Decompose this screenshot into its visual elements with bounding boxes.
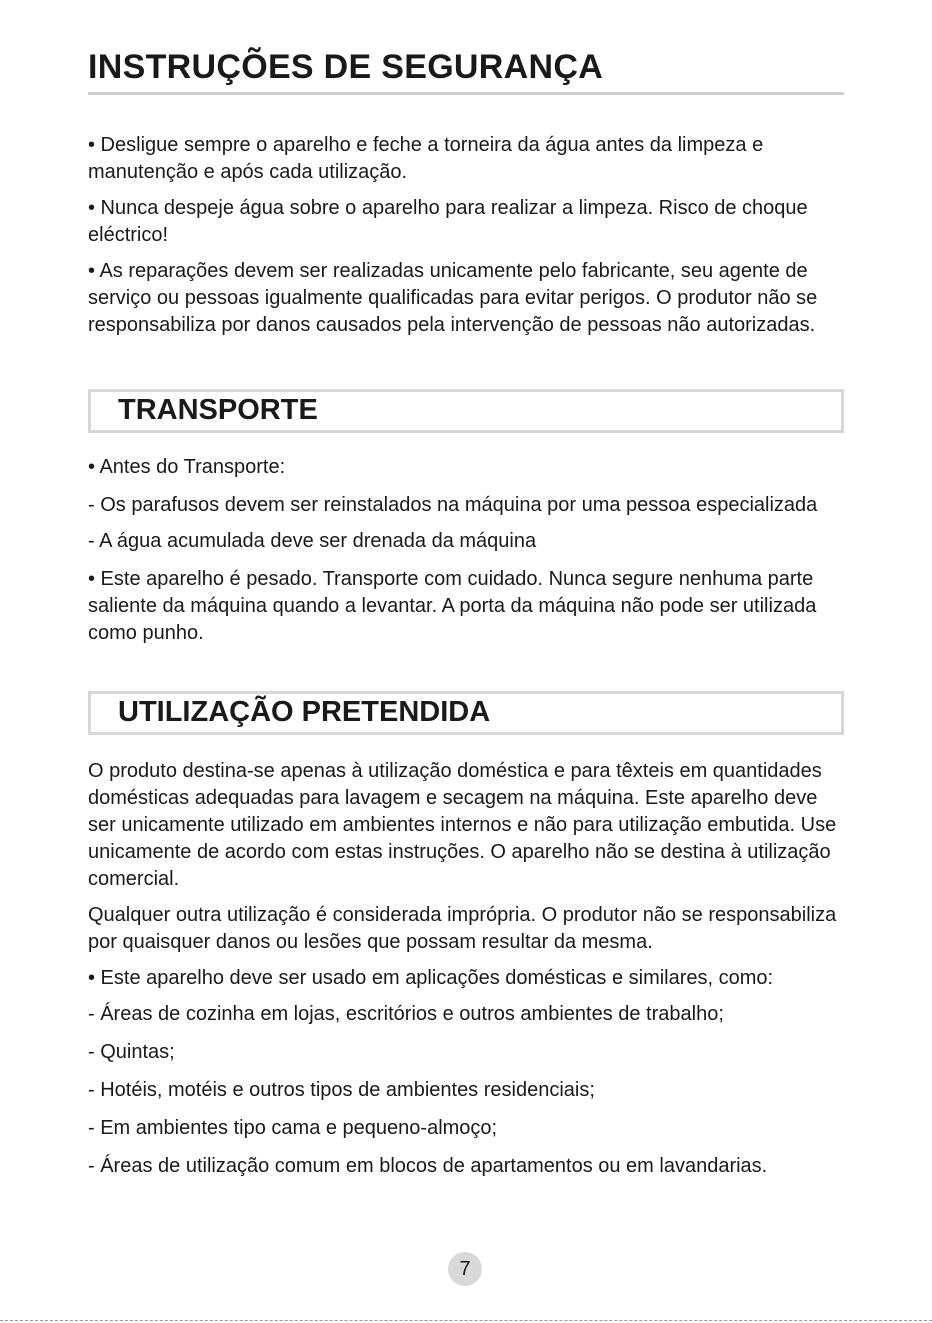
page-title: INSTRUÇÕES DE SEGURANÇA <box>88 48 604 86</box>
transport-paragraph: - A água acumulada deve ser drenada da máquina <box>88 530 537 552</box>
safety-paragraph: • As reparações devem ser realizadas unicamente pelo fabricante, seu agente de serviço ou pessoas igualmente qualificadas para evitar perigos. O produtor não se responsabiliza por danos causados pela intervenção de pessoas não autorizadas. <box>88 260 818 336</box>
page-number-badge: 7 <box>448 1252 482 1286</box>
transport-paragraph: • Antes do Transporte: <box>88 456 286 478</box>
intended-use-list-item: - Quintas; <box>88 1041 175 1063</box>
intended-use-heading-box <box>88 691 844 735</box>
transport-heading: TRANSPORTE <box>118 394 318 426</box>
transport-heading-box <box>88 389 844 433</box>
page-bottom-edge <box>0 1320 932 1321</box>
intended-use-section <box>88 758 844 1191</box>
safety-paragraph: • Desligue sempre o aparelho e feche a torneira da água antes da limpeza e manutenção e após cada utilização. <box>88 134 764 183</box>
transport-paragraph: • Este aparelho é pesado. Transporte com cuidado. Nunca segure nenhuma parte saliente da máquina quando a levantar. A porta da máquina não pode ser utilizada como punho. <box>88 568 817 644</box>
intended-use-list-item: - Hotéis, motéis e outros tipos de ambientes residenciais; <box>88 1079 595 1101</box>
intended-use-paragraph: O produto destina-se apenas à utilização doméstica e para têxteis em quantidades domésticas adequadas para lavagem e secagem na máquina. Este aparelho deve ser unicamente utilizado em ambientes internos e não para utilização embutida. Use unicamente de acordo com estas instruções. O aparelho não se destina à utilização comercial. <box>88 760 837 890</box>
intended-use-paragraph: • Este aparelho deve ser usado em aplicações domésticas e similares, como: <box>88 967 774 989</box>
transport-paragraph: - Os parafusos devem ser reinstalados na máquina por uma pessoa especializada <box>88 494 818 516</box>
intended-use-heading: UTILIZAÇÃO PRETENDIDA <box>118 696 491 728</box>
safety-instructions <box>88 132 844 348</box>
intended-use-list-item: - Áreas de utilização comum em blocos de apartamentos ou em lavandarias. <box>88 1155 768 1177</box>
title-divider <box>88 92 844 95</box>
intended-use-list-item: - Em ambientes tipo cama e pequeno-almoço; <box>88 1117 498 1139</box>
transport-section <box>88 454 844 656</box>
intended-use-list-item: - Áreas de cozinha em lojas, escritórios e outros ambientes de trabalho; <box>88 1003 724 1025</box>
safety-paragraph: • Nunca despeje água sobre o aparelho para realizar a limpeza. Risco de choque eléctrico! <box>88 197 808 246</box>
intended-use-paragraph: Qualquer outra utilização é considerada imprópria. O produtor não se responsabiliza por quaisquer danos ou lesões que possam resultar da mesma. <box>88 904 837 953</box>
